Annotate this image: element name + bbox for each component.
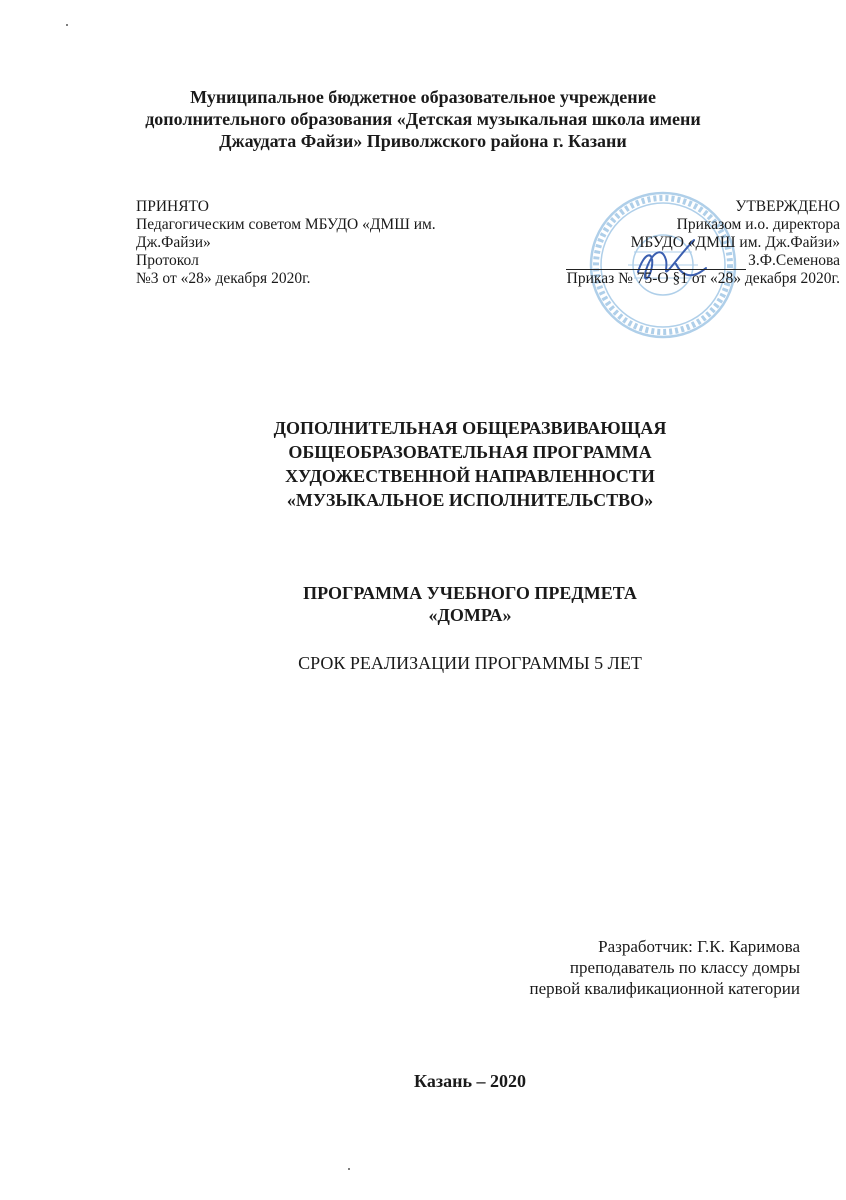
signature-row [480,252,840,270]
institution-header [100,86,746,152]
scan-speck [348,1168,350,1170]
accepted-line: №3 от «28» декабря 2020г. [136,270,311,287]
accepted-block [136,198,496,288]
header-line: Джаудата Файзи» Приволжского района г. Казани [219,131,627,151]
signatory-name: З.Ф.Семенова [748,252,840,269]
program-title [120,416,820,512]
accepted-line: Педагогическим советом МБУДО «ДМШ им. [136,216,436,233]
program-title-line: ДОПОЛНИТЕЛЬНАЯ ОБЩЕРАЗВИВАЮЩАЯ [273,418,667,438]
developer-line: Разработчик: Г.К. Каримова [598,937,800,956]
approved-line: Приказом и.о. директора [676,216,840,233]
approved-line: МБУДО «ДМШ им. Дж.Файзи» [630,234,840,251]
accepted-line: Протокол [136,252,199,269]
approved-block [480,198,840,288]
accepted-title: ПРИНЯТО [136,198,209,215]
developer-block [380,936,800,999]
program-title-line: «МУЗЫКАЛЬНОЕ ИСПОЛНИТЕЛЬСТВО» [286,490,654,510]
program-title-line: ОБЩЕОБРАЗОВАТЕЛЬНАЯ ПРОГРАММА [288,442,652,462]
signature-line [566,255,746,270]
subject-title-line: ПРОГРАММА УЧЕБНОГО ПРЕДМЕТА [303,583,637,603]
subject-title-line: «ДОМРА» [428,605,512,625]
approved-title: УТВЕРЖДЕНО [735,198,840,215]
developer-line: преподаватель по классу домры [569,958,800,977]
header-line: Муниципальное бюджетное образовательное учреждение [190,87,656,107]
scan-speck [66,24,68,26]
developer-line: первой квалификационной категории [529,979,800,998]
program-term: СРОК РЕАЛИЗАЦИИ ПРОГРАММЫ 5 ЛЕТ [298,653,642,673]
approved-order: Приказ № 75-О §1 от «28» декабря 2020г. [566,270,840,287]
header-line: дополнительного образования «Детская музыкальная школа имени [145,109,701,129]
subject-title [120,582,820,626]
program-title-line: ХУДОЖЕСТВЕННОЙ НАПРАВЛЕННОСТИ [285,466,655,486]
accepted-line: Дж.Файзи» [136,234,211,251]
city-year: Казань – 2020 [414,1071,526,1091]
